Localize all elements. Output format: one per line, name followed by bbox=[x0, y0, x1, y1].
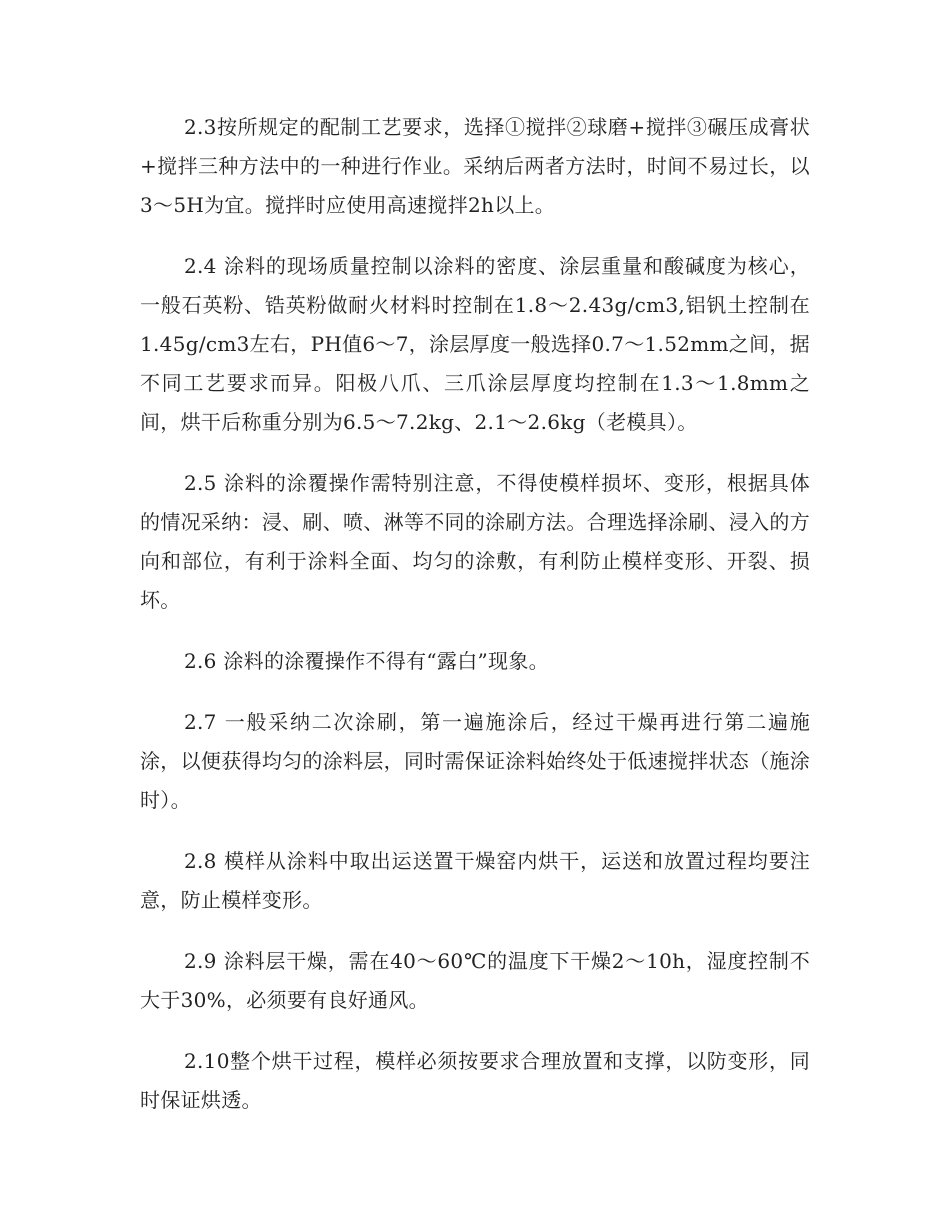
paragraph-2-5: 2.5 涂料的涂覆操作需特别注意，不得使模样损坏、变形，根据具体的情况采纳：浸、刷、喷、淋等不同的涂刷方法。合理选择涂刷、浸入的方向和部位，有利于涂料全面、均匀的涂敷，有利防止模样变形、开裂、损坏。 bbox=[140, 471, 810, 612]
document-body bbox=[140, 108, 810, 1142]
paragraph-2-7: 2.7 一般采纳二次涂刷，第一遍施涂后，经过干燥再进行第二遍施涂，以便获得均匀的涂料层，同时需保证涂料始终处于低速搅拌状态（施涂时）。 bbox=[140, 710, 810, 812]
paragraph-2-10: 2.10整个烘干过程，模样必须按要求合理放置和支撑，以防变形，同时保证烘透。 bbox=[140, 1049, 810, 1112]
paragraph-2-6: 2.6 涂料的涂覆操作不得有“露白”现象。 bbox=[184, 649, 549, 673]
paragraph-2-4: 2.4 涂料的现场质量控制以涂料的密度、涂层重量和酸碱度为核心，一般石英粉、锆英粉做耐火材料时控制在1.8～2.43g/cm3,铝钒土控制在1.45g/cm3左右，PH值6～7，涂层厚度一般选择0.7～1.52mm之间，据不同工艺要求而异。阳极八爪、三爪涂层厚度均控制在1.3～1.8mm之间，烘干后称重分别为6.5～7.2kg、2.1～2.6kg（老模具）。 bbox=[140, 254, 810, 434]
paragraph-2-9: 2.9 涂料层干燥，需在40～60℃的温度下干燥2～10h，湿度控制不大于30%，必须要有良好通风。 bbox=[140, 949, 810, 1012]
paragraph-2-8: 2.8 模样从涂料中取出运送置干燥窑内烘干，运送和放置过程均要注意，防止模样变形。 bbox=[140, 849, 810, 912]
paragraph-2-3: 2.3按所规定的配制工艺要求，选择①搅拌②球磨+搅拌③碾压成膏状+搅拌三种方法中的一种进行作业。采纳后两者方法时，时间不易过长，以3～5H为宜。搅拌时应使用高速搅拌2h以上。 bbox=[140, 115, 810, 217]
